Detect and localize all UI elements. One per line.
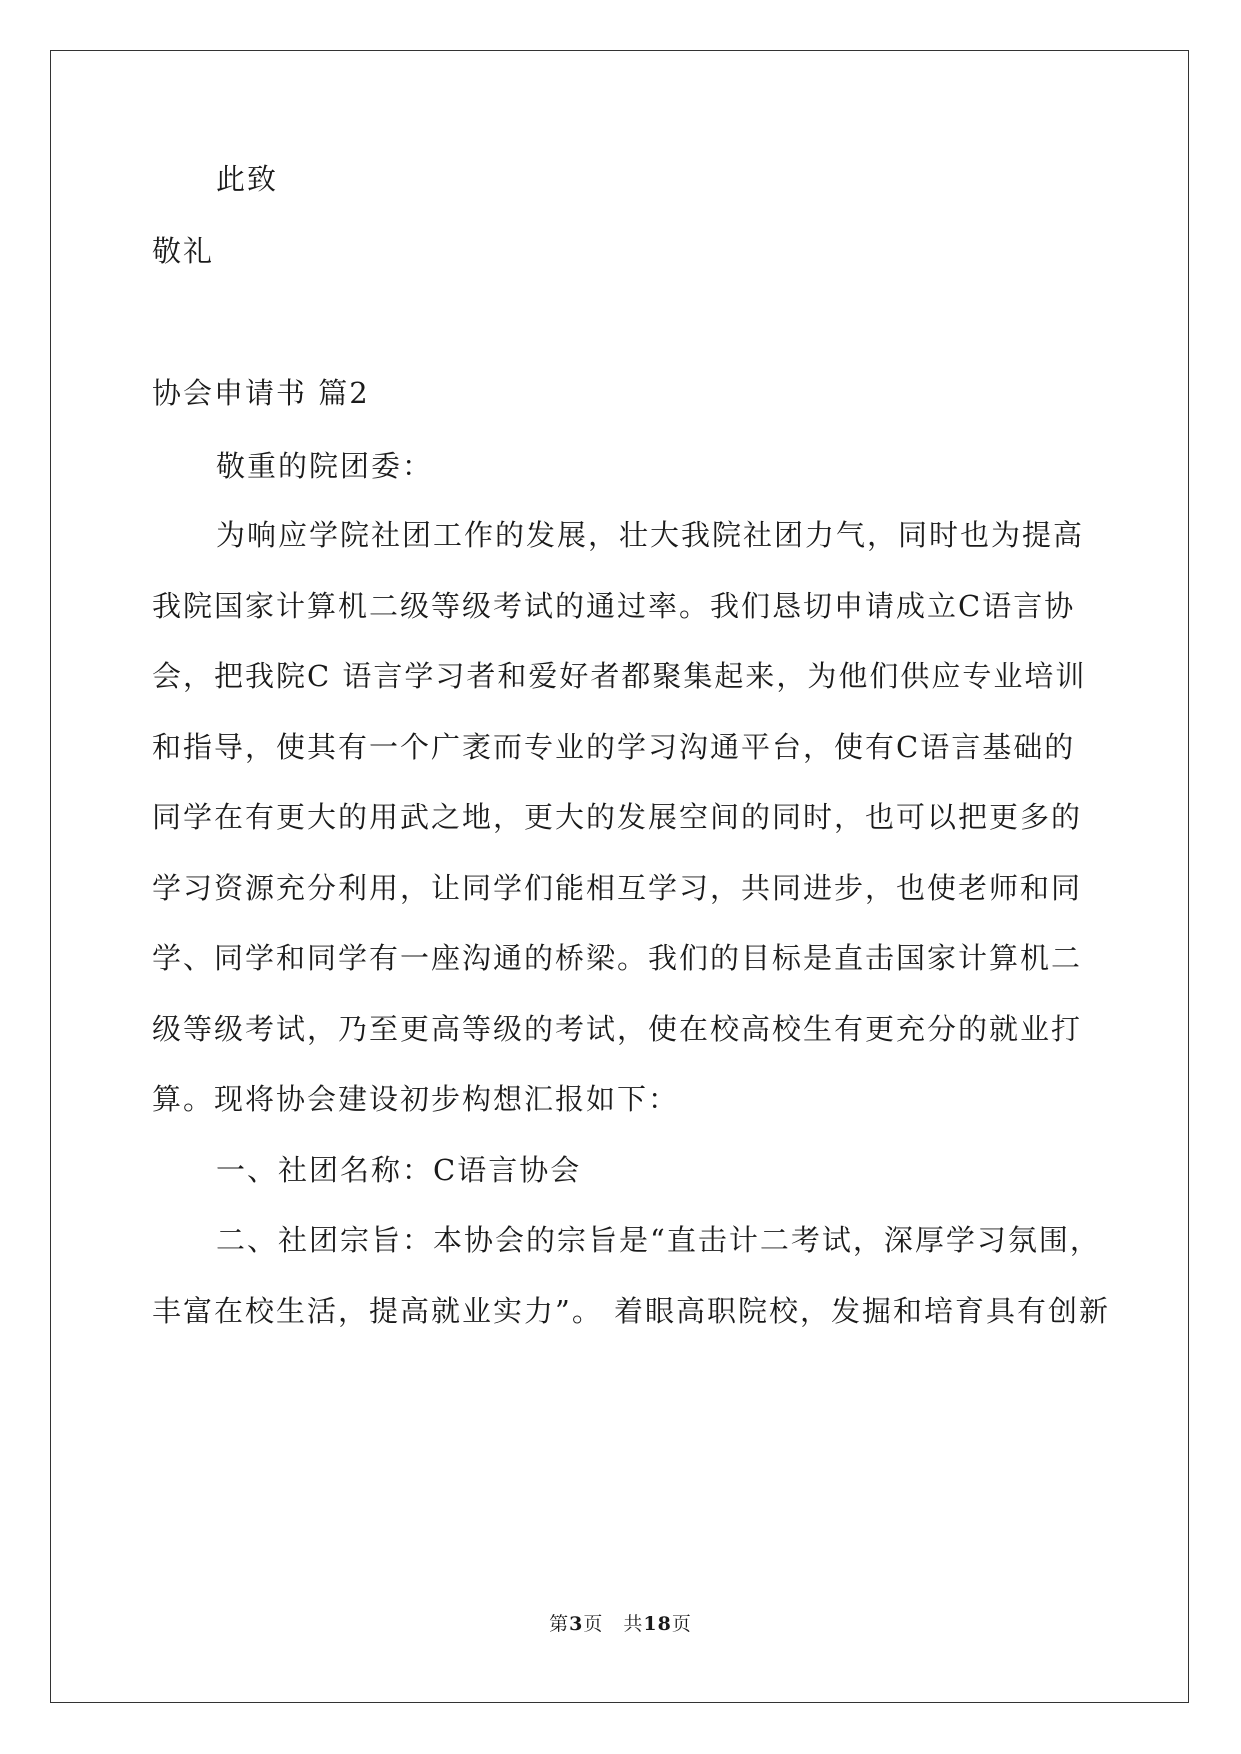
paragraph-line: 算。现将协会建设初步构想汇报如下：	[152, 1082, 680, 1116]
paragraph-line: 学、同学和同学有一座沟通的桥梁。我们的目标是直击国家计算机二	[152, 941, 1083, 975]
page-footer	[0, 1609, 1241, 1636]
paragraph-line: 级等级考试，乃至更高等级的考试，使在校高校生有更充分的就业打	[152, 1012, 1083, 1046]
salutation-line: 敬礼	[152, 234, 215, 268]
footer-total-pages: 18	[643, 1613, 672, 1635]
paragraph-line: 会，把我院C 语言学习者和爱好者都聚集起来，为他们供应专业培训	[152, 659, 1087, 693]
section-heading: 协会申请书 篇2	[152, 376, 370, 410]
footer-suffix: 页	[671, 1613, 692, 1635]
paragraph-line: 学习资源充分利用，让同学们能相互学习，共同进步，也使老师和同	[152, 871, 1083, 905]
paragraph-line: 丰富在校生活，提高就业实力”。 着眼高职院校，发掘和培育具有创新	[152, 1294, 1111, 1328]
footer-prefix: 第	[549, 1613, 570, 1635]
list-item-purpose: 二、社团宗旨：本协会的宗旨是“直击计二考试，深厚学习氛围，	[216, 1223, 1101, 1257]
footer-middle: 页 共	[583, 1613, 644, 1635]
paragraph-line: 和指导，使其有一个广袤而专业的学习沟通平台，使有C语言基础的	[152, 730, 1076, 764]
footer-page-number: 3	[569, 1613, 584, 1635]
paragraph-line: 同学在有更大的用武之地，更大的发展空间的同时，也可以把更多的	[152, 800, 1083, 834]
list-item-name: 一、社团名称：C语言协会	[216, 1153, 582, 1187]
addressee-line: 敬重的院团委：	[216, 449, 434, 483]
closing-line: 此致	[216, 162, 279, 196]
paragraph-line: 我院国家计算机二级等级考试的通过率。我们恳切申请成立C语言协	[152, 589, 1076, 623]
paragraph-line: 为响应学院社团工作的发展，壮大我院社团力气，同时也为提高	[216, 518, 1085, 552]
